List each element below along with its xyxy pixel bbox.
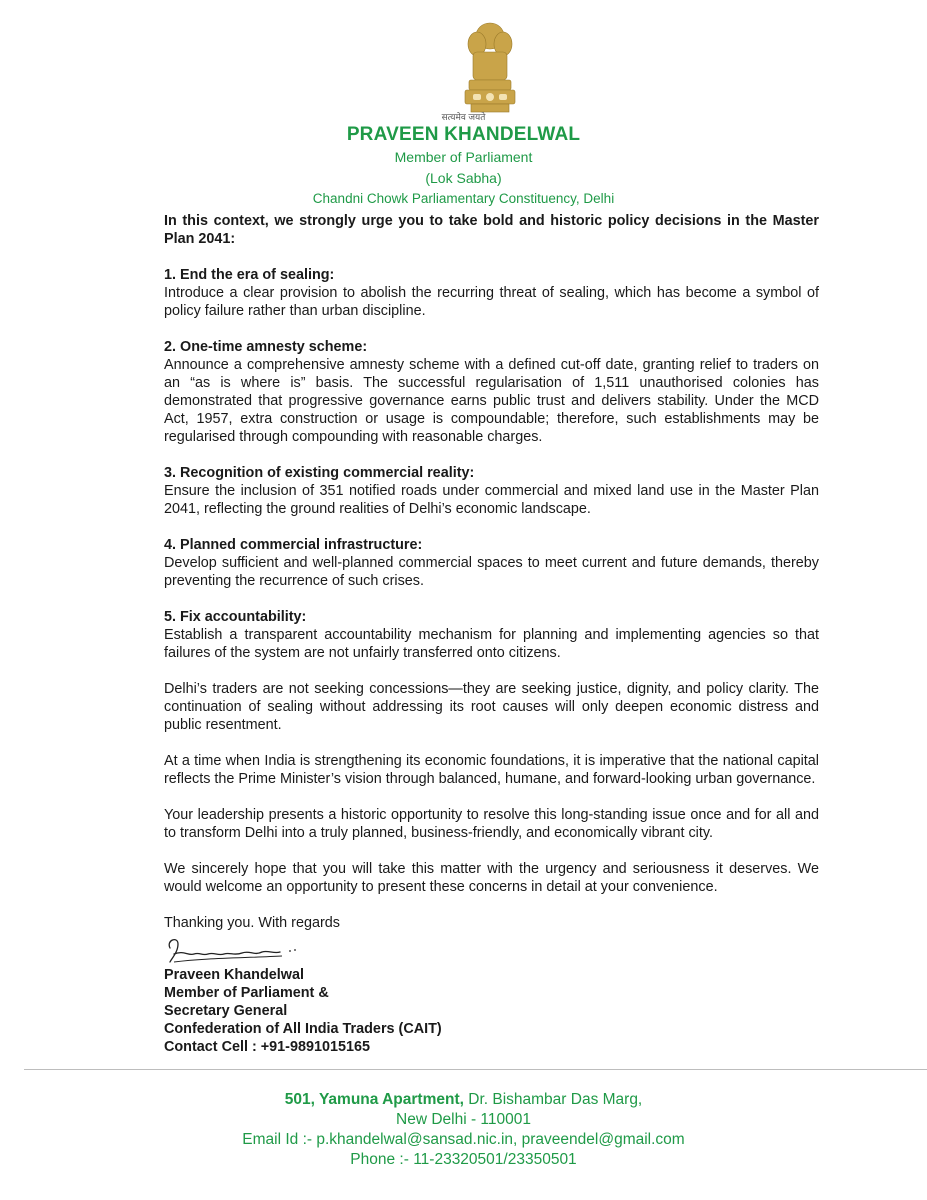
paragraph-hope: We sincerely hope that you will take this matter with the urgency and seriousness it deserves. We would welcome an opportunity to present these concerns in detail at your convenience.	[164, 861, 819, 895]
letterhead-role: Member of Parliament	[394, 149, 533, 165]
emblem-motto: सत्यमेव जयते	[441, 112, 486, 122]
footer-city: New Delhi - 110001	[396, 1111, 531, 1128]
signature-block	[164, 966, 819, 1056]
point-3-text: Ensure the inclusion of 351 notified roads under commercial and mixed land use in the Master Plan 2041, reflecting the ground realities of Delhi’s economic landscape.	[164, 483, 819, 517]
point-1-heading: 1. End the era of sealing:	[164, 267, 335, 283]
point-5-text: Establish a transparent accountability mechanism for planning and implementing agencies so that failures of the system are not unfairly transferred onto citizens.	[164, 627, 819, 661]
state-emblem-icon	[459, 14, 521, 122]
paragraph-leadership: Your leadership presents a historic opportunity to resolve this long-standing issue once and for all and to transform Delhi into a truly planned, business-friendly, and economically vibrant city.	[164, 807, 819, 841]
point-2-heading: 2. One-time amnesty scheme:	[164, 339, 368, 355]
point-1-text: Introduce a clear provision to abolish the recurring threat of sealing, which has become a symbol of policy failure rather than urban discipline.	[164, 285, 819, 319]
signatory-title-1: Member of Parliament &	[164, 985, 329, 1001]
point-2-text: Announce a comprehensive amnesty scheme with a defined cut-off date, granting relief to traders on an “as is where is” basis. The successful regularisation of 1,511 unauthorised colonies has demonstrated that progressive governance earns public trust and delivers stability. Under the MCD Act, 1957, extra construction or usage is compoundable; therefore, such establishments may be regularised through compounding with reasonable charges.	[164, 357, 819, 445]
point-4-heading: 4. Planned commercial infrastructure:	[164, 537, 423, 553]
footer-phone: Phone :- 11-23320501/23350501	[350, 1151, 577, 1168]
letterhead-house: (Lok Sabha)	[425, 170, 502, 186]
letterhead-constituency: Chandni Chowk Parliamentary Constituency, Delhi	[312, 191, 615, 206]
signatory-organization: Confederation of All India Traders (CAIT)	[164, 1021, 442, 1037]
footer-divider	[24, 1069, 927, 1070]
closing-line: Thanking you. With regards	[164, 915, 340, 931]
point-3-heading: 3. Recognition of existing commercial reality:	[164, 465, 475, 481]
signatory-contact: Contact Cell : +91-9891015165	[164, 1039, 370, 1055]
footer-email: Email Id :- p.khandelwal@sansad.nic.in, praveendel@gmail.com	[242, 1131, 685, 1148]
paragraph-traders: Delhi’s traders are not seeking concessions—they are seeking justice, dignity, and policy clarity. The continuation of sealing without addressing its root causes will only deepen economic distress and public resentment.	[164, 681, 819, 733]
footer-address-rest: Dr. Bishambar Das Marg,	[463, 1091, 643, 1108]
signature-area	[164, 934, 819, 966]
signatory-title-2: Secretary General	[164, 1003, 288, 1019]
letterhead-name: PRAVEEN KHANDELWAL	[346, 124, 581, 145]
letter-body	[164, 212, 819, 1056]
point-4-text: Develop sufficient and well-planned commercial spaces to meet current and future demands, thereby preventing the recurrence of such crises.	[164, 555, 819, 589]
intro-paragraph: In this context, we strongly urge you to take bold and historic policy decisions in the Master Plan 2041:	[164, 213, 819, 247]
handwritten-signature	[164, 934, 314, 966]
footer	[0, 1090, 927, 1170]
signatory-name: Praveen Khandelwal	[164, 967, 304, 983]
point-5-heading: 5. Fix accountability:	[164, 609, 307, 625]
paragraph-economy: At a time when India is strengthening its economic foundations, it is imperative that the national capital reflects the Prime Minister’s vision through balanced, humane, and forward-looking urban governance.	[164, 753, 819, 787]
footer-address-bold: 501, Yamuna Apartment,	[284, 1091, 464, 1108]
footer-address	[0, 1090, 927, 1110]
